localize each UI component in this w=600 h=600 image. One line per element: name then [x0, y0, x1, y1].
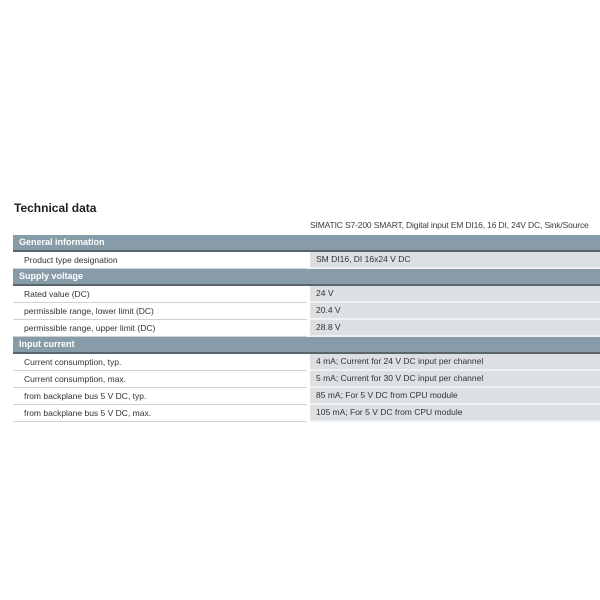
- table-row: [13, 320, 600, 337]
- row-label: from backplane bus 5 V DC, typ.: [13, 388, 307, 405]
- table-column-header-row: [13, 219, 600, 231]
- row-label: from backplane bus 5 V DC, max.: [13, 405, 307, 422]
- row-value: 4 mA; Current for 24 V DC input per channel: [310, 354, 600, 371]
- table-row: [13, 286, 600, 303]
- row-value: 105 mA; For 5 V DC from CPU module: [310, 405, 600, 422]
- row-label: Product type designation: [13, 252, 307, 269]
- product-column-header: SIMATIC S7-200 SMART, Digital input EM DI16, 16 DI, 24V DC, Sink/Source: [310, 220, 589, 230]
- row-label: permissible range, upper limit (DC): [13, 320, 307, 337]
- section-header: General information: [13, 235, 600, 252]
- technical-data-table: [13, 219, 600, 422]
- table-row: [13, 371, 600, 388]
- row-value: 20.4 V: [310, 303, 600, 320]
- section-header: Input current: [13, 337, 600, 354]
- row-label: Current consumption, typ.: [13, 354, 307, 371]
- table-row: [13, 303, 600, 320]
- table-row: [13, 405, 600, 422]
- row-value: 24 V: [310, 286, 600, 303]
- row-label: permissible range, lower limit (DC): [13, 303, 307, 320]
- table-row: [13, 354, 600, 371]
- table-row: [13, 252, 600, 269]
- row-value: 5 mA; Current for 30 V DC input per channel: [310, 371, 600, 388]
- row-value: 85 mA; For 5 V DC from CPU module: [310, 388, 600, 405]
- row-label: Rated value (DC): [13, 286, 307, 303]
- table-row: [13, 388, 600, 405]
- section-header: Supply voltage: [13, 269, 600, 286]
- table-body: [13, 235, 600, 422]
- row-value: 28.8 V: [310, 320, 600, 337]
- row-value: SM DI16, DI 16x24 V DC: [310, 252, 600, 269]
- page-title: Technical data: [14, 201, 97, 215]
- column-header-spacer: [13, 219, 310, 231]
- row-label: Current consumption, max.: [13, 371, 307, 388]
